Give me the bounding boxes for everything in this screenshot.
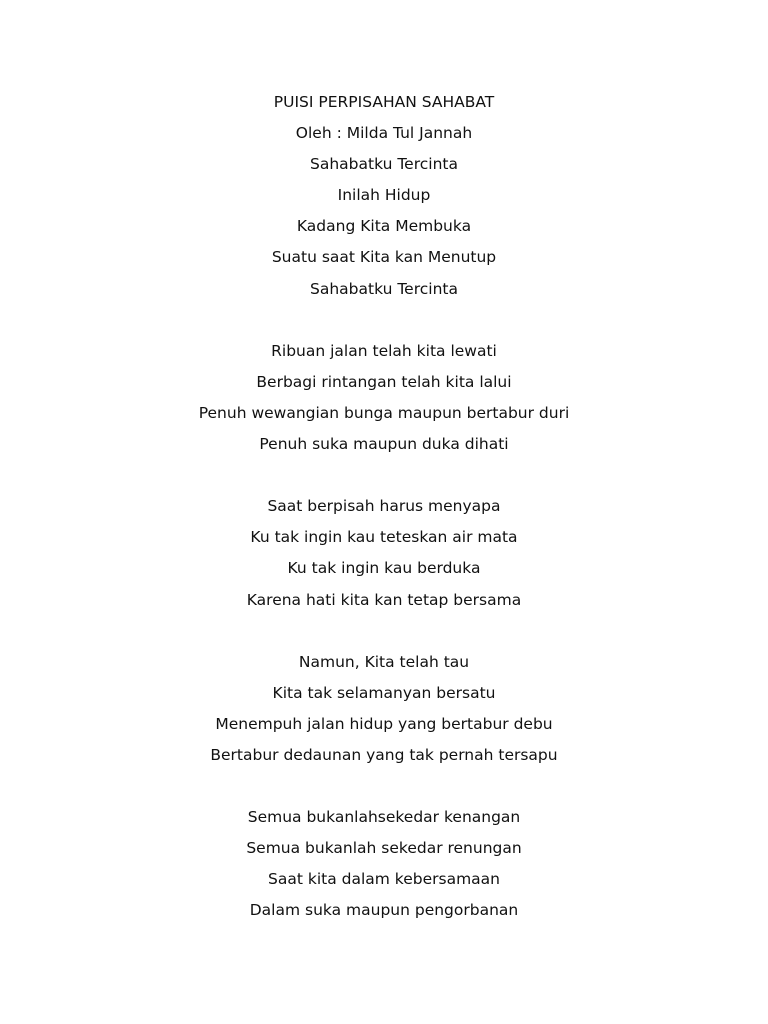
poem-line: Semua bukanlah sekedar renungan <box>246 839 522 858</box>
stanza-3 <box>0 491 768 615</box>
poem-line: Ku tak ingin kau berduka <box>287 559 481 578</box>
stanza-5 <box>0 802 768 926</box>
poem-line: Sahabatku Tercinta <box>310 155 458 174</box>
poem-line: Ribuan jalan telah kita lewati <box>271 341 497 360</box>
poem-line: Karena hati kita kan tetap bersama <box>246 590 522 609</box>
poem-line: Penuh suka maupun duka dihati <box>259 435 509 454</box>
stanza-1 <box>0 87 768 305</box>
poem-line: Penuh wewangian bunga maupun bertabur duri <box>198 403 570 422</box>
stanza-4 <box>0 647 768 771</box>
poem-line: Ku tak ingin kau teteskan air mata <box>250 528 518 547</box>
poem <box>0 87 768 927</box>
poem-line: Sahabatku Tercinta <box>310 279 458 298</box>
poem-line: Berbagi rintangan telah kita lalui <box>256 372 512 391</box>
poem-line: Semua bukanlahsekedar kenangan <box>247 808 521 827</box>
poem-line: Saat kita dalam kebersamaan <box>268 870 500 889</box>
poem-line: Saat berpisah harus menyapa <box>267 497 501 516</box>
poem-line: Inilah Hidup <box>337 186 431 205</box>
poem-line: Menempuh jalan hidup yang bertabur debu <box>215 714 553 733</box>
poem-title: PUISI PERPISAHAN SAHABAT <box>273 93 495 111</box>
poem-line: Kadang Kita Membuka <box>296 217 472 236</box>
poem-line: Suatu saat Kita kan Menutup <box>271 248 497 267</box>
stanza-2 <box>0 336 768 460</box>
poem-line: Namun, Kita telah tau <box>298 652 470 671</box>
poem-author: Oleh : Milda Tul Jannah <box>295 124 473 143</box>
poem-line: Bertabur dedaunan yang tak pernah tersapu <box>210 745 558 764</box>
poem-line: Kita tak selamanyan bersatu <box>272 683 496 702</box>
poem-line: Dalam suka maupun pengorbanan <box>249 901 519 920</box>
